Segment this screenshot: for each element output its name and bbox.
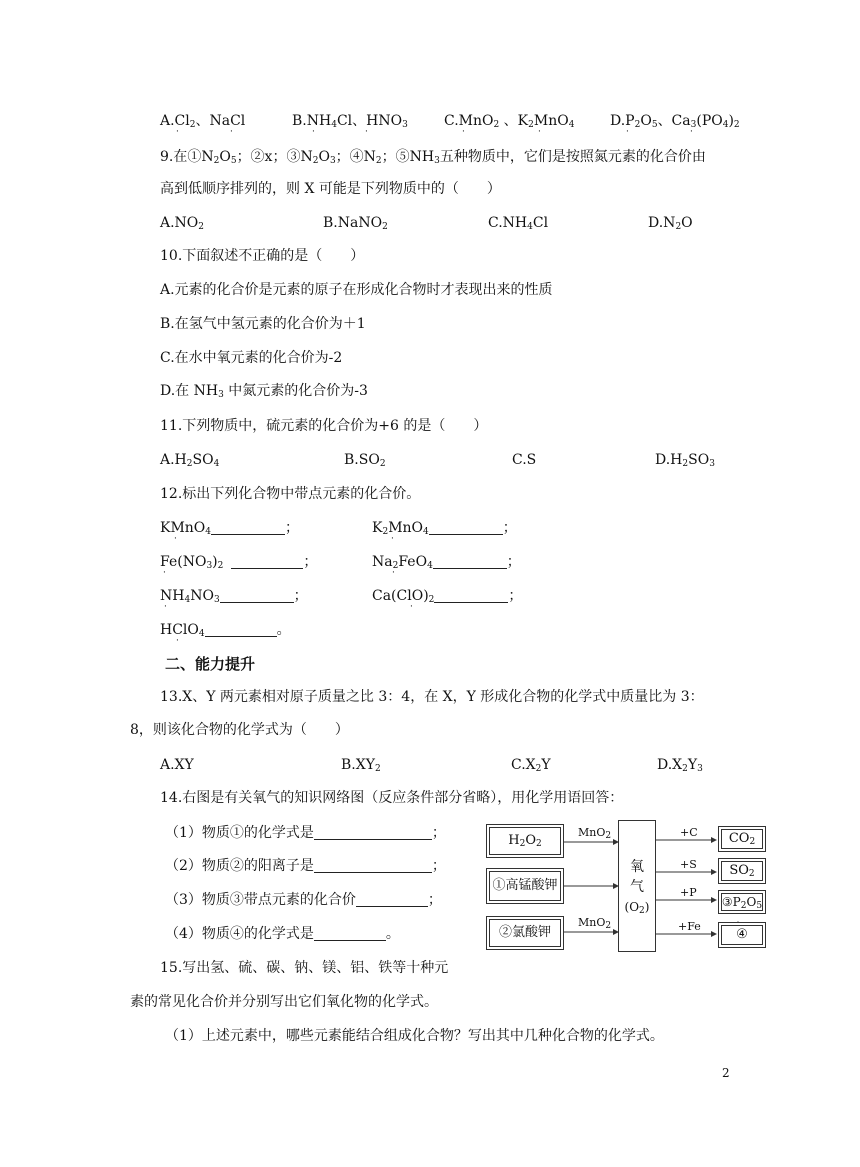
answer-blank[interactable] <box>211 520 285 535</box>
q12-item: $Na_2FeO_4$ ； <box>372 554 521 571</box>
q9-option-a: $A.NO_2$ <box>160 215 205 232</box>
emphasis-dot: · <box>176 636 179 646</box>
q10-option-a: A.元素的化合价是元素的原子在形成化合物时才表现出来的性质 <box>160 282 553 298</box>
co2-label: $CO_2$ <box>728 831 756 847</box>
potassium-chlorate-box <box>486 916 564 950</box>
q15-line2: 素的常见化合价并分别写出它们氧化物的化学式。 <box>130 994 438 1010</box>
emphasis-dot: · <box>392 568 395 578</box>
answer-blank[interactable] <box>231 554 303 569</box>
four-label: ④ <box>736 927 748 942</box>
oxygen-network-diagram <box>484 818 768 954</box>
formula: $NH_4NO_3$ <box>160 588 220 605</box>
oxygen-formula: $(O_2)$ <box>624 900 650 916</box>
q9-option-d: $D.N_2O$ <box>648 215 693 232</box>
mno2-label-bottom: MnO$_2$ <box>578 916 612 931</box>
q14-stem: 14.右图是有关氧气的知识网络图（反应条件部分省略），用化学用语回答： <box>160 790 624 806</box>
subquestion-text: （3）物质③带点元素的化合价 <box>165 892 356 908</box>
answer-blank[interactable] <box>433 554 507 569</box>
answer-blank[interactable] <box>429 520 503 535</box>
emphasis-dot: · <box>163 568 166 578</box>
q11-option-c: C.S <box>512 452 537 468</box>
oxygen-center-box <box>618 820 656 952</box>
q14-sub3: （3）物质③带点元素的化合价 ； <box>165 892 442 908</box>
emphasis-dot: · <box>312 127 315 137</box>
answer-blank[interactable] <box>434 588 508 603</box>
formula: $Ca(ClO)_2$ <box>372 588 435 605</box>
q10-option-d: D.在 $NH_3$ 中氮元素的化合价为-3 <box>160 383 368 400</box>
emphasis-dot: · <box>690 127 693 137</box>
answer-blank[interactable] <box>314 858 432 873</box>
emphasis-dot: · <box>626 127 629 137</box>
q12-item: KMnO$_4$ ； <box>160 520 300 537</box>
emphasis-dot: · <box>410 602 413 612</box>
product-four-box <box>718 922 766 948</box>
formula: $K_2MnO_4$ <box>372 520 429 537</box>
q8-option-a: $A.Cl_2$、NaCl <box>160 113 246 130</box>
answer-blank[interactable] <box>314 825 432 840</box>
box2-label: ②氯酸钾 <box>498 925 551 940</box>
emphasis-dot: · <box>174 534 177 544</box>
so2-label: $SO_2$ <box>729 863 755 879</box>
box1-label: ①高锰酸钾 <box>492 878 558 893</box>
emphasis-dot: · <box>365 127 368 137</box>
emphasis-dot: · <box>462 127 465 137</box>
q8-option-c: C.MnO$_2$ 、$K_2MnO_4$ <box>444 113 575 130</box>
emphasis-dot: · <box>391 534 394 544</box>
section-heading: 二、能力提升 <box>165 655 256 673</box>
reactant-fe: +Fe <box>678 920 701 933</box>
q13-option-d: $D.X_2Y_3$ <box>657 757 703 774</box>
q9-stem-line2: 高到低顺序排列的，则 X 可能是下列物质中的（ ） <box>160 181 501 197</box>
q13-option-b: $B.XY_2$ <box>341 757 381 774</box>
q15-sub1: （1）上述元素中，哪些元素能结合组成化合物？写出其中几种化合物的化学式。 <box>165 1028 664 1044</box>
q15-line1: 15.写出氢、硫、碳、钠、镁、铝、铁等十种元 <box>160 960 449 976</box>
h2o2-box <box>486 824 564 858</box>
q11-option-b: $B.SO_2$ <box>344 452 386 469</box>
q10-option-b: B.在氢气中氢元素的化合价为＋1 <box>160 316 366 332</box>
q11-option-a: $A.H_2SO_4$ <box>160 452 220 469</box>
q13-line1: 13.X、Y 两元素相对原子质量之比 3：4，在 X，Y 形成化合物的化学式中质量比为 3： <box>160 689 704 705</box>
co2-box <box>718 826 766 852</box>
q9-stem-line1: 9.在$①N_2O_5$；②x；$③N_2O_3$；$④N_2$；$⑤NH_3$五种物质中，它们是按照氮元素的化合价由 <box>160 149 706 166</box>
h2o2-label: $H_2O_2$ <box>508 833 542 849</box>
q14-sub1: （1）物质①的化学式是 ； <box>165 825 446 841</box>
subquestion-text: （4）物质④的化学式是 <box>165 926 314 942</box>
answer-blank[interactable] <box>205 622 277 637</box>
so2-box <box>718 858 766 884</box>
oxygen-char: 气 <box>630 879 644 895</box>
emphasis-dot: · <box>176 127 179 137</box>
q12-item: $Fe(NO_3)_2$ ； <box>160 554 318 571</box>
q14-sub4: （4）物质④的化学式是 。 <box>165 926 400 942</box>
q12-item: HClO$_4$ 。 <box>160 622 291 639</box>
q13-option-c: $C.X_2Y$ <box>511 757 551 774</box>
q9-option-c: $C.NH_4Cl$ <box>488 215 549 232</box>
q11-option-d: $D.H_2SO_3$ <box>655 452 715 469</box>
formula: KMnO$_4$ <box>160 520 212 537</box>
emphasis-dot: · <box>230 127 233 137</box>
q13-line2: 8，则该化合物的化学式为（ ） <box>130 722 349 738</box>
subquestion-text: （2）物质②的阳离子是 <box>165 858 314 874</box>
q13-option-a: A.XY <box>160 757 194 773</box>
emphasis-dot: · <box>164 602 167 612</box>
formula: $Fe(NO_3)_2$ <box>160 554 224 571</box>
mno2-label-top: MnO$_2$ <box>578 826 612 841</box>
q14-sub2: （2）物质②的阳离子是 ； <box>165 858 446 874</box>
q8-option-d: $D.P_2O_5$、$Ca_3(PO_4)_2$ <box>610 113 740 130</box>
q12-item: $NH_4NO_3$ ； <box>160 588 308 605</box>
p2o5-label: $③P_2O_5$ <box>721 895 763 911</box>
oxygen-char: 氧 <box>630 859 644 875</box>
potassium-permanganate-box <box>486 868 564 904</box>
q10-stem: 10.下面叙述不正确的是（ ） <box>160 248 365 264</box>
answer-blank[interactable] <box>314 926 386 941</box>
reactant-c: +C <box>680 826 698 839</box>
reactant-s: +S <box>680 858 697 871</box>
formula: HClO$_4$ <box>160 622 205 639</box>
q12-item: $Ca(ClO)_2$ ； <box>372 588 523 605</box>
q12-item: $K_2MnO_4$ ； <box>372 520 517 537</box>
q9-option-b: B.NaNO$_2$ <box>323 215 388 232</box>
reactant-p: +P <box>680 886 697 899</box>
q11-stem: 11.下列物质中，硫元素的化合价为+6 的是（ ） <box>160 418 488 434</box>
q10-option-c: C.在水中氧元素的化合价为-2 <box>160 350 343 366</box>
page-number: 2 <box>722 1066 730 1080</box>
q8-option-b: $B.NH_4Cl$、$HNO_3$ <box>292 113 408 130</box>
p2o5-box <box>718 890 766 914</box>
q12-stem: 12.标出下列化合物中带点元素的化合价。 <box>160 486 421 502</box>
answer-blank[interactable] <box>356 892 428 907</box>
formula: $Na_2FeO_4$ <box>372 554 433 571</box>
answer-blank[interactable] <box>220 588 294 603</box>
subquestion-text: （1）物质①的化学式是 <box>165 825 314 841</box>
emphasis-dot: · <box>538 127 541 137</box>
